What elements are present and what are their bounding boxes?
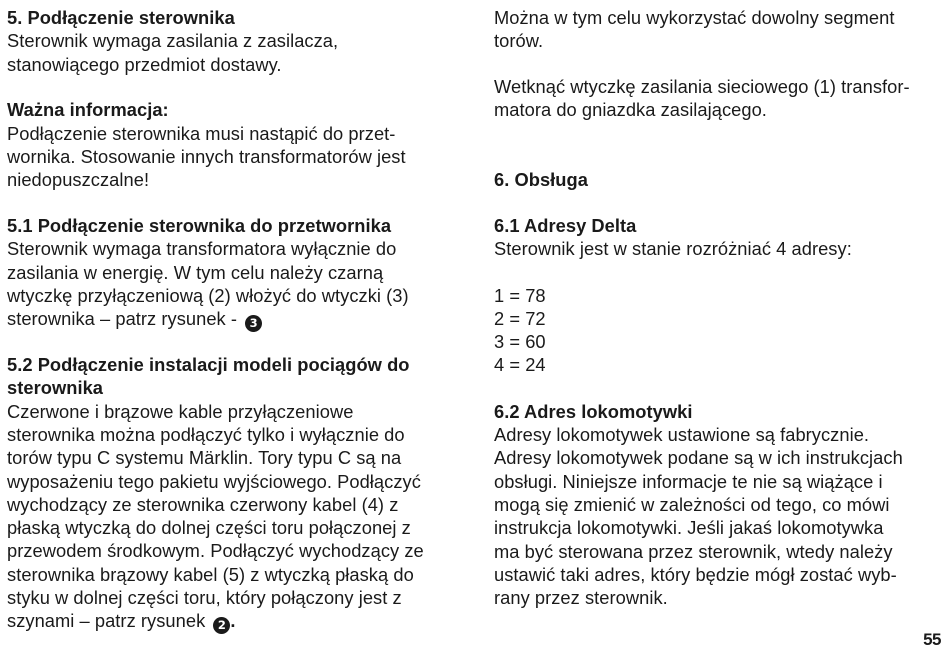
section-5-1-text: sterownika – patrz rysunek - [7,308,238,330]
important-note-text: Podłączenie sterownika musi nastąpić do przet- [7,122,396,144]
important-note-text: niedopuszczalne! [7,169,150,191]
section-6-1-text: Sterownik jest w stanie rozróżniać 4 adresy: [494,238,852,260]
section-6-2-text: instrukcja lokomotywki. Jeśli jakaś lokomotywka [494,517,884,539]
body-text: matora do gniazdka zasilającego. [494,99,767,121]
section-5-2-text: szynami – patrz rysunek [7,610,206,632]
section-5-2-text: przewodem środkowym. Podłączyć wychodzący ze [7,540,424,562]
section-6-1-heading: 6.1 Adresy Delta [494,214,637,236]
address-item: 2 = 72 [494,307,546,329]
section-5-text: stanowiącego przedmiot dostawy. [7,53,282,75]
right-column [494,6,942,609]
section-6-2-text: rany przez sterownik. [494,587,668,609]
body-text: torów. [494,30,544,52]
section-5-2-text: wyposażeniu tego pakietu wyjściowego. Podłączyć [7,470,421,492]
address-item: 1 = 78 [494,284,546,306]
sentence-end: . [230,610,236,632]
section-5-1-text: zasilania w energię. W tym celu należy czarną [7,261,384,283]
section-5-2-text: sterownika brązowy kabel (5) z wtyczką płaską do [7,563,414,585]
important-note-text: wornika. Stosowanie innych transformatorów jest [7,145,406,167]
section-5-2-text: sterownika można podłączyć tylko i wyłącznie do [7,423,405,445]
section-6-2-text: ustawić taki adres, który będzie mógł zostać wyb- [494,563,897,585]
section-5-2-text: torów typu C systemu Märklin. Tory typu C są na [7,447,402,469]
section-6-2-heading: 6.2 Adres lokomotywki [494,400,693,422]
address-item: 4 = 24 [494,354,546,376]
section-6-heading: 6. Obsługa [494,168,588,190]
section-5-2-heading: sterownika [7,377,104,399]
section-6-2-text: mogą się zmienić w zależności od tego, co mówi [494,493,890,515]
figure-3-marker: 3 [245,315,262,332]
section-6-2-text: ma być sterowana przez sterownik, wtedy należy [494,540,893,562]
section-5-1-text: wtyczkę przyłączeniową (2) włożyć do wtyczki (3) [7,284,409,306]
section-5-2-text: płaską wtyczką do dolnej części toru połączonej z [7,517,411,539]
section-5-2-heading: 5.2 Podłączenie instalacji modeli pociągów do [7,354,410,376]
section-5-1-heading: 5.1 Podłączenie sterownika do przetwornika [7,215,392,237]
figure-2-marker: 2 [213,617,230,634]
section-5-heading: 5. Podłączenie sterownika [7,7,235,28]
section-5-text: Sterownik wymaga zasilania z zasilacza, [7,30,339,52]
page-number: 55 [923,630,941,649]
address-item: 3 = 60 [494,331,546,353]
body-text: Można w tym celu wykorzystać dowolny segment [494,7,895,28]
section-5-2-text-last [7,609,459,632]
left-column [7,6,459,633]
section-6-2-text: obsługi. Niniejsze informacje te nie są wiążące i [494,470,883,492]
important-note-heading: Ważna informacja: [7,99,169,121]
section-6-2-text: Adresy lokomotywek ustawione są fabrycznie. [494,424,870,446]
section-5-2-text: Czerwone i brązowe kable przyłączeniowe [7,400,354,422]
section-5-2-text: wychodzący ze sterownika czerwony kabel (4) z [7,493,399,515]
section-5-2-text: styku w dolnej części toru, który połączony jest z [7,587,402,609]
body-text: Wetknąć wtyczkę zasilania sieciowego (1) transfor- [494,76,910,98]
section-6-2-text: Adresy lokomotywek podane są w ich instrukcjach [494,447,903,469]
section-5-1-text: Sterownik wymaga transformatora wyłącznie do [7,238,397,260]
section-5-1-text-last [7,307,459,330]
